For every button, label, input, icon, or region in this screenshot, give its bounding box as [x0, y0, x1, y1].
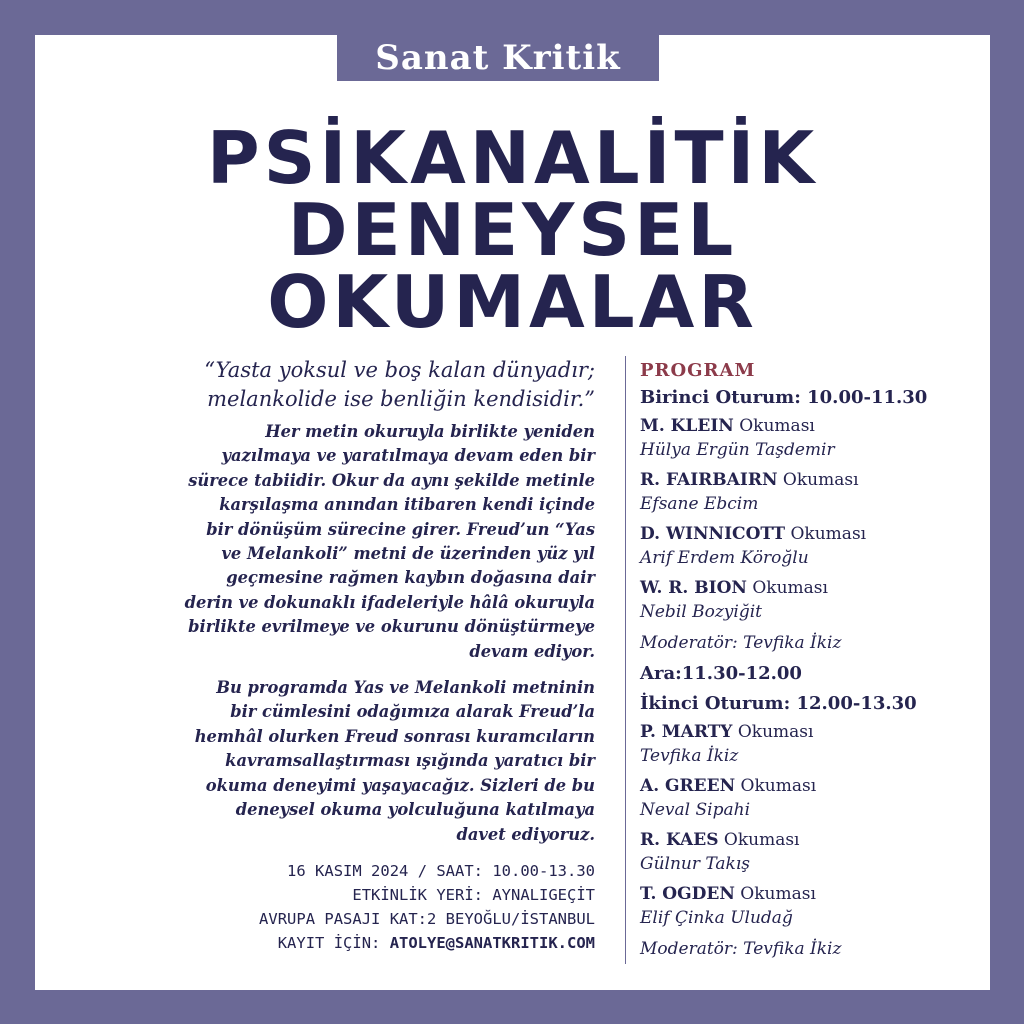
title-line-2: DENEYSEL [287, 188, 738, 272]
registration-email-link[interactable]: ATOLYE@SANATKRITIK.COM [389, 933, 595, 952]
registration-label: KAYIT İÇİN: [277, 933, 390, 952]
description-column [60, 356, 595, 955]
event-address: AVRUPA PASAJI KAT:2 BEYOĞLU/İSTANBUL [259, 909, 595, 928]
program-entry [640, 414, 985, 462]
event-info [60, 859, 595, 955]
theorist-name: T. OGDEN [640, 884, 735, 904]
program-entry [640, 576, 985, 624]
text-line: Bu programda Yas ve Melankoli metninin [216, 678, 595, 698]
title-line-3: OKUMALAR [267, 260, 758, 344]
reading-label: Okuması [785, 524, 867, 544]
reading-label: Okuması [777, 470, 859, 490]
reading-label: Okuması [718, 830, 800, 850]
program-entry [640, 882, 985, 930]
session-1-title: Birinci Oturum: 10.00-11.30 [640, 387, 928, 408]
text-line: Her metin okuruyla birlikte yeniden [265, 422, 595, 441]
reading-label: Okuması [732, 722, 814, 742]
theorist-name: A. GREEN [640, 776, 736, 796]
program-entry [640, 774, 985, 822]
reader-name: Efsane Ebcim [640, 494, 759, 514]
column-divider [625, 356, 626, 964]
theorist-name: R. KAES [640, 830, 719, 850]
break-time: Ara:11.30-12.00 [640, 663, 802, 684]
brand-logo: Sanat Kritik [337, 35, 659, 81]
quote [60, 356, 595, 414]
quote-line: melankolide ise benliğin kendisidir.” [207, 387, 595, 411]
reader-name: Neval Sipahi [640, 800, 751, 820]
theorist-name: R. FAIRBAIRN [640, 470, 778, 490]
program-column [640, 358, 985, 966]
program-heading: PROGRAM [640, 360, 756, 381]
theorist-name: W. R. BION [640, 578, 747, 598]
reader-name: Tevfika İkiz [640, 746, 739, 766]
reader-name: Hülya Ergün Taşdemir [640, 440, 835, 460]
moderator-1: Moderatör: Tevfika İkiz [640, 633, 842, 653]
quote-line: “Yasta yoksul ve boş kalan dünyadır; [204, 358, 595, 382]
text-line: okuma deneyimi yaşayacağız. Sizleri de bu [205, 775, 595, 795]
reading-label: Okuması [746, 578, 828, 598]
text-line: bir dönüşüm sürecine girer. Freud’un “Yas [206, 519, 595, 539]
reading-label: Okuması [733, 416, 815, 436]
theorist-name: M. KLEIN [640, 416, 734, 436]
text-line: deneysel okuma yolculuğuna katılmaya [235, 800, 595, 820]
program-entry [640, 828, 985, 876]
text-line: hemhâl olurken Freud sonrası kuramcıların [194, 726, 595, 746]
text-line: birlikte evrilmeye ve okurunu dönüştürmeye [188, 617, 595, 637]
program-entry [640, 522, 985, 570]
text-line: yazılmaya ve yaratılmaya devam eden bir [221, 446, 595, 466]
registration [60, 931, 595, 955]
text-line: kavramsallaştırması ışığında yaratıcı bir [225, 751, 595, 771]
text-line: derin ve dokunaklı ifadeleriyle hâlâ okuruyla [184, 592, 595, 612]
event-date-time: 16 KASIM 2024 / SAAT: 10.00-13.30 [287, 861, 595, 880]
paragraph-2 [60, 676, 595, 847]
text-line: geçmesine rağmen kaybın doğasına dair [226, 568, 595, 588]
reading-label: Okuması [735, 776, 817, 796]
text-line: sürece tabiidir. Okur da aynı şekilde metinle [188, 470, 595, 490]
text-line: davet ediyoruz. [456, 824, 595, 844]
event-venue: ETKİNLİK YERİ: AYNALIGEÇİT [352, 885, 595, 904]
reading-label: Okuması [734, 884, 816, 904]
program-entry [640, 720, 985, 768]
text-line: devam ediyor. [469, 641, 595, 661]
reader-name: Elif Çinka Uludağ [640, 908, 793, 928]
paragraph-1 [60, 420, 595, 664]
moderator-2: Moderatör: Tevfika İkiz [640, 939, 842, 959]
theorist-name: D. WINNICOTT [640, 524, 786, 544]
session-2-title: İkinci Oturum: 12.00-13.30 [640, 693, 917, 714]
reader-name: Arif Erdem Köroğlu [640, 548, 809, 568]
program-entry [640, 468, 985, 516]
theorist-name: P. MARTY [640, 722, 733, 742]
text-line: bir cümlesini odağımıza alarak Freud’la [230, 702, 595, 722]
title-line-1: PSİKANALİTİK [206, 116, 819, 200]
reader-name: Gülnur Takış [640, 854, 751, 874]
text-line: karşılaşma anından itibaren kendi içinde [219, 495, 595, 515]
reader-name: Nebil Bozyiğit [640, 602, 762, 622]
text-line: ve Melankoli” metni de üzerinden yüz yıl [221, 544, 595, 564]
